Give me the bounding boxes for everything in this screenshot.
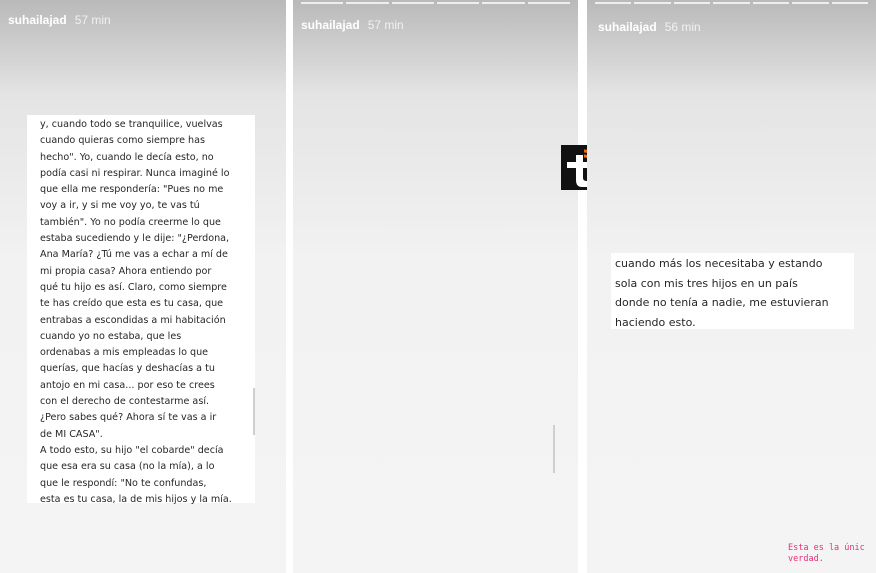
story-text: y, cuando todo se tranquilice, vuelvas cuando quieras como siempre has hecho". Yo, cuando le decía esto, no podía casi ni respirar. Nunca imaginé lo que ella me respondería: "Pues no me voy a ir, y si me voy yo, te vas tú también". Yo no podía creerme lo que estaba sucediendo y le dije: "¿Perdona, Ana María? ¿Tú me vas a echar a mí de mi propia casa? Ahora entiendo por qué tu hijo es así. Claro, como siempre te has creído que esta es tu casa, que entrabas a escondidas a mi habitación cuando yo no estaba, que les ordenabas a mis empleadas lo que querías, que hacías y deshacías a tu antojo en mi casa... por eso te crees con el derecho de contestarme así. ¿Pero sabes qué? Ahora sí te vas a ir de MI CASA". A todo esto, su hijo "el cobarde" decía que esa era su casa (no la mía), a lo que le respondí: "No te confundas, esta es tu casa, la de mis hijos y la mía. [40,119,232,505]
story-header [8,13,111,27]
story-panel-1[interactable] [0,0,286,573]
story-progress-bar [595,2,868,4]
story-panel-3[interactable] [587,0,876,573]
story-progress-bar [301,2,570,4]
username[interactable]: suhailajad [598,20,657,34]
story-text-card [611,253,854,329]
story-text: cuando más los necesitaba y estando sola con mis tres hijos en un país donde no tenía a nadie, me estuvieran haciendo esto. [615,257,829,330]
post-time: 56 min [664,20,701,34]
scrollbar[interactable] [553,425,555,473]
story-panel-2[interactable] [293,0,578,573]
scrollbar[interactable] [253,388,255,435]
post-time: 57 min [367,18,404,32]
story-text-card [27,115,255,503]
username[interactable]: suhailajad [301,18,360,32]
username[interactable]: suhailajad [8,13,67,27]
story-header [301,18,404,32]
watermark-note: Esta es la únic verdad. [788,543,865,564]
story-header [598,20,701,34]
post-time: 57 min [74,13,111,27]
